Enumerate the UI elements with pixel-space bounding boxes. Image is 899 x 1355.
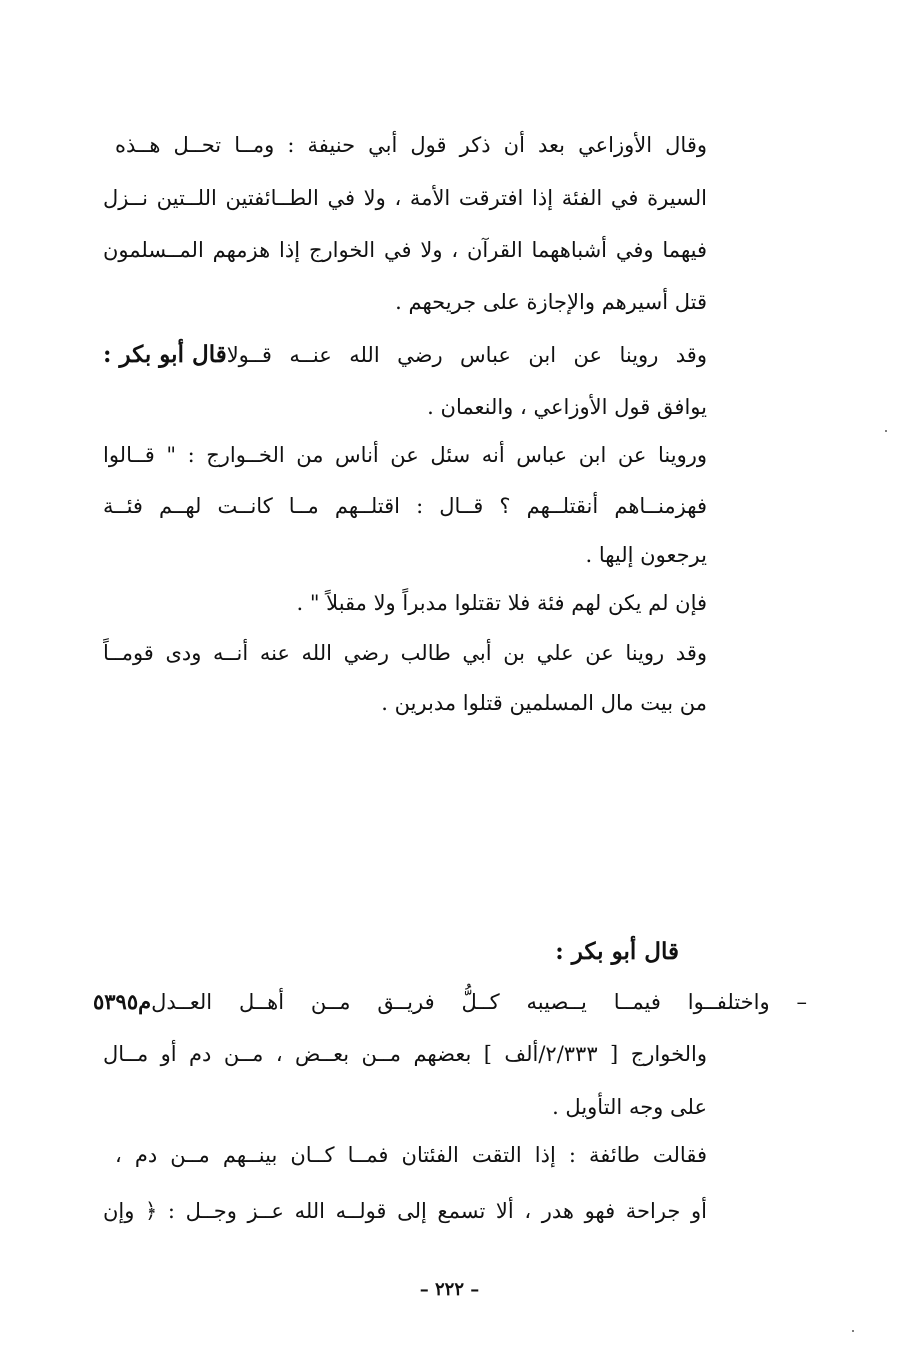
text-line: من بيت مال المسلمين قتلوا مدبرين . [381, 691, 707, 715]
text-span: وقد روينا عن ابن عباس رضي الله عنــه قــولا [226, 343, 707, 367]
text-line: أو جراحة فهو هدر ، ألا تسمع إلى قولــه الله عــز وجــل : ﴿ وإن [103, 1199, 707, 1223]
text-line: فقالت طائفة : إذا التقت الفئتان فمــا كــان بينــهم مــن دم ، [115, 1143, 707, 1167]
scan-speck [885, 430, 887, 432]
text-line: وقال الأوزاعي بعد أن ذكر قول أبي حنيفة : ومــا تحــل هــذه [115, 133, 707, 157]
text-line: يوافق قول الأوزاعي ، والنعمان . [427, 395, 707, 419]
text-line [103, 340, 707, 370]
scan-speck [852, 1330, 854, 1332]
text-span: – واختلفــوا فيمــا يــصيبه كــلُّ فريــق مــن أهــل العــدل [151, 990, 807, 1014]
text-line: وروينا عن ابن عباس أنه سئل عن أناس من الخــوارج : " قــالوا [103, 443, 707, 467]
text-line: والخوارج [ ٢/٣٣٣/ألف ] بعضهم مــن بعــض ، مــن دم أو مــال [103, 1042, 707, 1066]
hadith-number: م٥٣٩٥ [93, 989, 152, 1014]
speaker-label: قال أبو بكر : [103, 341, 227, 368]
text-line: فإن لم يكن لهم فئة فلا تقتلوا مدبراً ولا مقبلاً " . [296, 591, 707, 615]
text-line [93, 987, 807, 1017]
text-line: فيهما وفي أشباههما القرآن ، ولا في الخوارج إذا هزمهم المــسلمون [103, 238, 707, 262]
text-line: يرجعون إليها . [585, 543, 707, 567]
text-line: على وجه التأويل . [552, 1095, 707, 1119]
speaker-label: قال أبو بكر : [555, 938, 679, 965]
text-line: وقد روينا عن علي بن أبي طالب رضي الله عنه أنــه ودى قومــاً [103, 641, 707, 665]
text-line: السيرة في الفئة إذا افترقت الأمة ، ولا في الطــائفتين اللــتين نــزل [103, 186, 707, 210]
text-line: فهزمنــاهم أنقتلــهم ؟ قــال : اقتلــهم مــا كانــت لهــم فئــة [103, 494, 707, 518]
page-number: – ٢٢٢ – [419, 1279, 480, 1300]
text-line: قتل أسيرهم والإجازة على جريحهم . [395, 290, 707, 314]
